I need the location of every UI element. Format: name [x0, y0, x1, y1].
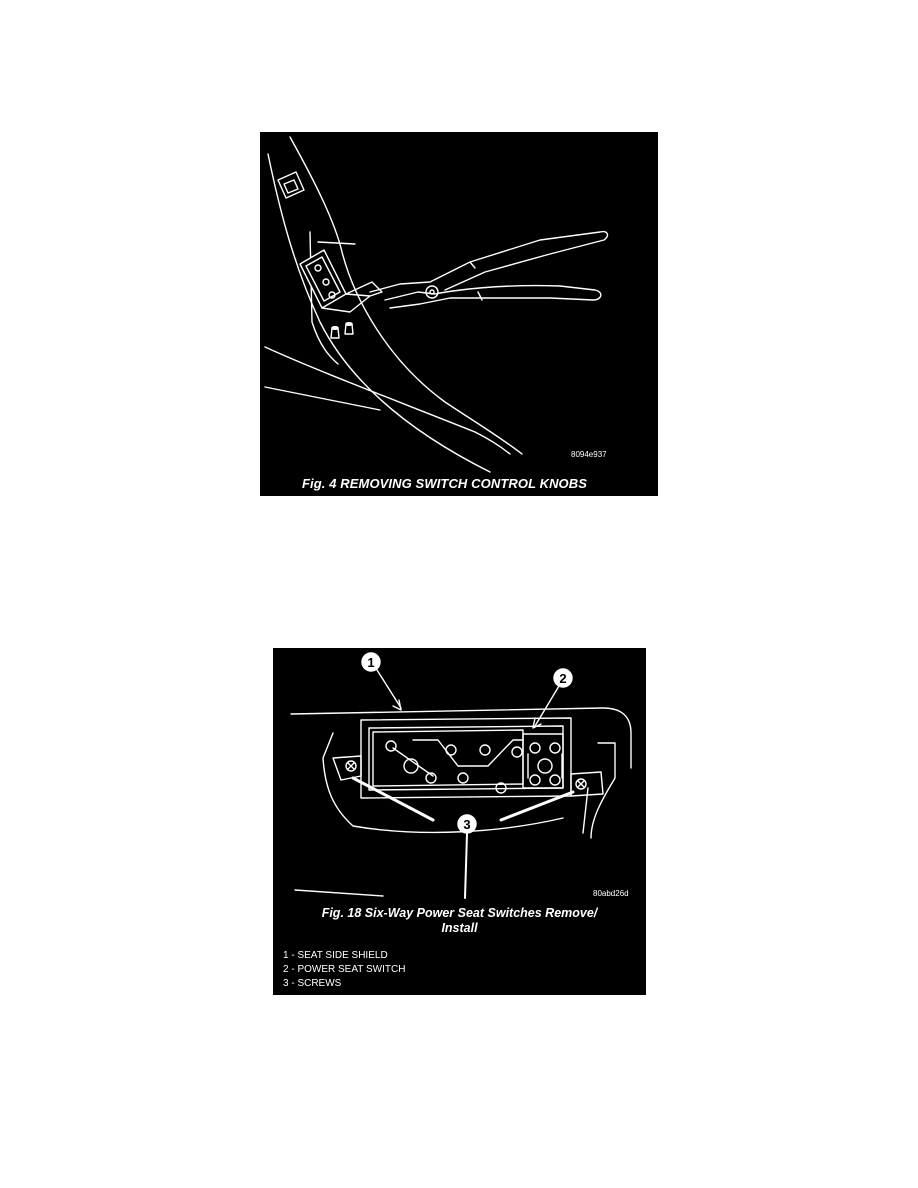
callout-2: 2	[559, 671, 567, 686]
figure-caption: Fig. 4 REMOVING SWITCH CONTROL KNOBS	[302, 476, 588, 491]
seat-switch-illustration	[273, 648, 646, 995]
drawing-code: 8094e937	[571, 450, 607, 459]
legend-item: 2 - POWER SEAT SWITCH	[283, 964, 406, 975]
caption-line-1: Fig. 18 Six-Way Power Seat Switches Remove/	[321, 906, 598, 920]
figure-legend	[283, 949, 405, 991]
legend-item: 1 - SEAT SIDE SHIELD	[283, 950, 388, 961]
callout-3: 3	[463, 817, 471, 832]
figure-power-seat-switches	[273, 648, 646, 995]
legend-item: 3 - SCREWS	[283, 978, 342, 989]
callout-1: 1	[367, 655, 375, 670]
drawing-code: 80abd26d	[593, 889, 629, 898]
caption-line-2: Install	[441, 921, 478, 935]
figure-removing-switch-knobs	[260, 132, 658, 496]
pliers-illustration	[260, 132, 658, 496]
figure-caption	[283, 906, 636, 936]
